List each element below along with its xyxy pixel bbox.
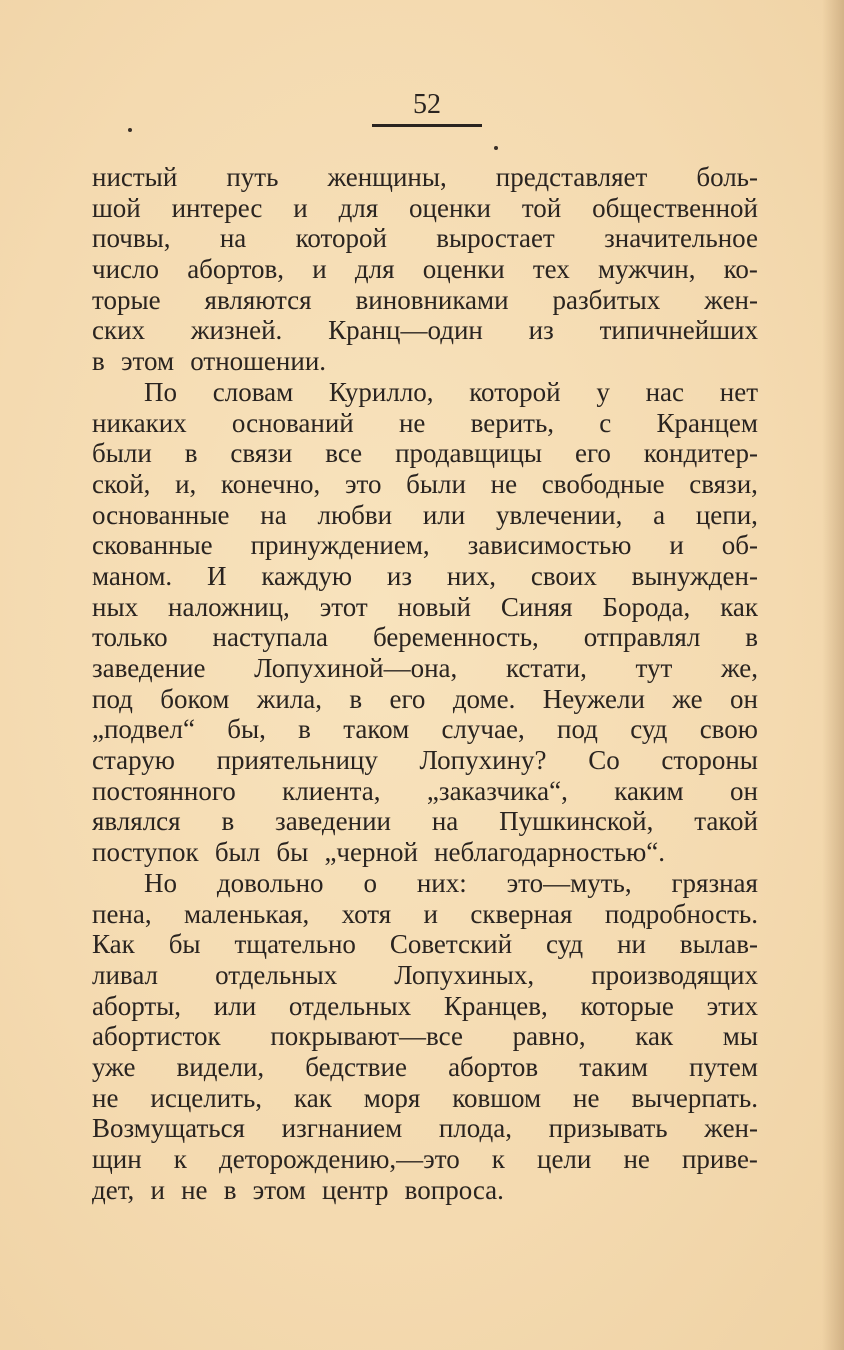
- word: из: [386, 560, 413, 591]
- word: Неужели: [542, 683, 645, 714]
- word: об-: [721, 530, 758, 561]
- word: подробность.: [604, 898, 758, 929]
- word: под: [557, 714, 598, 745]
- word: не: [623, 1144, 650, 1174]
- text-line: [92, 1144, 758, 1175]
- text-line: [92, 1083, 758, 1114]
- word: уже: [92, 1051, 136, 1082]
- word: покрывают—все: [270, 1021, 463, 1052]
- word: являются: [204, 284, 312, 315]
- text-line: [92, 868, 758, 899]
- word: для: [354, 254, 395, 285]
- word: тщательно: [234, 929, 356, 960]
- word: разбитых: [552, 284, 661, 315]
- word: торые: [92, 284, 161, 315]
- word: постоянного: [92, 775, 236, 806]
- text-line: [92, 745, 758, 776]
- word: призывать: [548, 1113, 668, 1144]
- word: таким: [579, 1051, 649, 1082]
- word: являлся: [92, 806, 181, 837]
- text-line: [92, 592, 758, 623]
- word: основанные: [92, 499, 230, 530]
- word: боль-: [696, 162, 758, 192]
- text-line: [92, 776, 758, 807]
- word: наступала: [212, 622, 329, 653]
- word: и: [312, 254, 327, 285]
- word: которой: [469, 376, 561, 407]
- word: Лопухиной—она,: [254, 653, 458, 683]
- word: старую: [92, 745, 175, 776]
- word: них:: [416, 867, 467, 898]
- word: пена,: [92, 898, 152, 929]
- word: жен-: [704, 1113, 758, 1144]
- word: скверная: [470, 898, 573, 929]
- text-line: [92, 1021, 758, 1052]
- text-line: [92, 377, 758, 408]
- text-line: [92, 223, 758, 254]
- word: он: [729, 683, 758, 714]
- word: Кранцем: [656, 407, 758, 438]
- paper-speck: [128, 128, 132, 132]
- word: Как: [92, 929, 135, 960]
- word: это: [344, 468, 382, 499]
- word: ской,: [92, 468, 151, 499]
- word: продавщицы: [395, 438, 543, 469]
- word: зависимостью: [467, 530, 632, 561]
- text-line: поступок был бы „черной неблагодарностью“.: [92, 837, 666, 868]
- word: верить,: [470, 407, 555, 438]
- word: о: [363, 867, 377, 898]
- word: к: [173, 1144, 187, 1174]
- word: Пушкинской,: [499, 806, 654, 837]
- word: таком: [343, 714, 410, 745]
- word: оснований: [231, 407, 354, 438]
- word: ковшом: [452, 1082, 542, 1113]
- word: приве-: [681, 1144, 758, 1174]
- word: путем: [689, 1051, 758, 1082]
- word: на: [431, 806, 459, 837]
- text-line: [92, 929, 758, 960]
- word: которые: [580, 990, 674, 1021]
- text-line: [92, 714, 758, 745]
- word: Борода,: [602, 591, 691, 622]
- word: плода,: [438, 1113, 512, 1144]
- word: его: [389, 683, 426, 714]
- word: для: [338, 192, 379, 223]
- text-line: [92, 806, 758, 837]
- word: „заказчика“,: [426, 775, 568, 806]
- text-line: [92, 315, 758, 346]
- word: абортисток: [92, 1021, 221, 1052]
- word: с: [599, 407, 612, 438]
- word: на: [260, 499, 287, 530]
- word: Лопухиных,: [394, 959, 535, 990]
- word: жила,: [256, 683, 323, 714]
- word: моря: [363, 1082, 421, 1113]
- word: нистый: [92, 162, 178, 192]
- word: или: [213, 990, 257, 1021]
- word: женщины,: [327, 162, 447, 192]
- word: абортов: [448, 1051, 539, 1082]
- word: По: [144, 376, 177, 407]
- word: это—муть,: [506, 867, 632, 898]
- word: не: [490, 468, 518, 499]
- word: не: [573, 1082, 600, 1113]
- word: в: [298, 714, 311, 745]
- word: в: [745, 622, 758, 653]
- text-line: [92, 653, 758, 684]
- word: доме.: [452, 683, 516, 714]
- text-line: в этом отношении.: [92, 346, 327, 377]
- word: Лопухину?: [419, 745, 547, 776]
- word: Но: [144, 867, 177, 898]
- word: виновниками: [355, 284, 509, 315]
- word: этих: [706, 990, 758, 1021]
- word: кстати,: [505, 653, 587, 683]
- word: и: [423, 898, 438, 929]
- word: боком: [160, 683, 230, 714]
- word: оценки: [409, 192, 491, 223]
- word: типичнейших: [599, 315, 758, 346]
- word: шой: [92, 192, 141, 223]
- word: Возмущаться: [92, 1113, 245, 1144]
- word: почвы,: [92, 223, 171, 254]
- word: Кранц—один: [328, 315, 483, 346]
- word: или: [422, 499, 466, 530]
- word: тут: [635, 653, 673, 683]
- word: щин: [92, 1144, 142, 1174]
- word: суд: [545, 929, 584, 960]
- word: исцелить,: [150, 1082, 263, 1113]
- word: цели: [537, 1144, 592, 1174]
- word: заведении: [275, 806, 391, 837]
- text-line: [92, 622, 758, 653]
- word: маленькая,: [184, 898, 310, 929]
- word: любви: [317, 499, 393, 530]
- word: вычерпать.: [631, 1082, 758, 1113]
- word: путь: [226, 162, 279, 192]
- word: его: [574, 438, 611, 469]
- word: нет: [719, 376, 758, 407]
- word: как: [635, 1021, 674, 1052]
- word: в: [184, 438, 198, 469]
- text-line: [92, 561, 758, 592]
- word: суд: [630, 714, 668, 745]
- text-line: [92, 162, 758, 193]
- word: только: [92, 622, 168, 653]
- word: же: [672, 683, 703, 714]
- word: ни: [617, 929, 646, 960]
- page-edge-shadow: [822, 0, 844, 1350]
- text-line: [92, 991, 758, 1022]
- word: число: [92, 254, 159, 285]
- word: бы: [168, 929, 201, 960]
- word: случае,: [441, 714, 525, 745]
- word: выростает: [436, 223, 555, 254]
- word: И: [206, 560, 227, 591]
- text-line: [92, 684, 758, 715]
- word: изгнанием: [281, 1113, 403, 1144]
- word: никаких: [92, 407, 187, 438]
- header-rule: [372, 124, 482, 127]
- text-line: [92, 960, 758, 991]
- word: равно,: [512, 1021, 586, 1052]
- word: своих: [530, 560, 597, 591]
- word: в: [349, 683, 363, 714]
- word: той: [521, 192, 562, 223]
- word: деторождению,—это: [218, 1144, 460, 1174]
- word: на: [219, 223, 247, 254]
- word: связи: [230, 438, 293, 469]
- word: наложниц,: [168, 591, 290, 622]
- text-line: [92, 254, 758, 285]
- word: как: [294, 1082, 332, 1113]
- word: связи,: [689, 468, 758, 499]
- word: этот: [319, 591, 368, 622]
- word: нас: [645, 376, 685, 407]
- word: аборты,: [92, 990, 182, 1021]
- word: беременность,: [372, 622, 539, 653]
- word: Кранцев,: [443, 990, 548, 1021]
- text-line: [92, 530, 758, 561]
- text-line: [92, 500, 758, 531]
- word: тех: [532, 254, 570, 285]
- word: жизней.: [190, 315, 283, 346]
- text-line: [92, 899, 758, 930]
- word: маном.: [92, 560, 173, 591]
- word: грязная: [671, 867, 758, 898]
- word: под: [92, 683, 133, 714]
- word: ко-: [723, 254, 758, 285]
- word: заведение: [92, 653, 206, 683]
- word: и,: [175, 468, 197, 499]
- word: которой: [295, 223, 387, 254]
- word: них,: [446, 560, 497, 591]
- word: хотя: [341, 898, 392, 929]
- word: к: [491, 1144, 505, 1174]
- word: цепи,: [695, 499, 758, 530]
- word: стороны: [661, 745, 758, 776]
- word: скованные: [92, 530, 213, 561]
- word: видели,: [176, 1051, 265, 1082]
- word: конечно,: [220, 468, 321, 499]
- text-line: [92, 285, 758, 316]
- word: бедствие: [305, 1051, 407, 1082]
- word: не: [398, 407, 426, 438]
- paper-speck: [494, 146, 498, 150]
- text-line: [92, 193, 758, 224]
- word: и: [293, 192, 308, 223]
- word: новый: [397, 591, 471, 622]
- text-line: дет, и не в этом центр вопроса.: [92, 1174, 504, 1205]
- word: довольно: [216, 867, 324, 898]
- word: оценки: [422, 254, 505, 285]
- word: ливал: [92, 959, 159, 990]
- word: все: [325, 438, 363, 469]
- word: были: [406, 468, 466, 499]
- word: ных: [92, 591, 139, 622]
- word: представляет: [495, 162, 648, 192]
- word: Советский: [389, 929, 513, 960]
- word: каким: [614, 775, 684, 806]
- word: мужчин,: [598, 254, 696, 285]
- word: свободные: [541, 468, 665, 499]
- word: жен-: [704, 284, 758, 315]
- word: не: [92, 1082, 119, 1113]
- text-line: [92, 1113, 758, 1144]
- word: значительное: [604, 223, 758, 254]
- word: „подвел“: [92, 714, 195, 745]
- word: приятельницу: [216, 745, 378, 776]
- word: свою: [699, 714, 758, 745]
- word: увлечении,: [495, 499, 623, 530]
- word: такой: [694, 806, 758, 837]
- word: были: [92, 438, 152, 469]
- word: Синяя: [500, 591, 573, 622]
- word: мы: [722, 1021, 758, 1052]
- word: производящих: [591, 959, 758, 990]
- word: отправлял: [583, 622, 701, 653]
- body-text: [92, 162, 758, 1205]
- word: ских: [92, 315, 146, 346]
- text-line: [92, 438, 758, 469]
- word: в: [221, 806, 235, 837]
- word: отдельных: [215, 959, 338, 990]
- page-number: 52: [413, 89, 441, 120]
- word: интерес: [171, 192, 263, 223]
- word: отдельных: [288, 990, 412, 1021]
- word: у: [596, 376, 610, 407]
- word: вынужден-: [631, 560, 758, 591]
- word: Курилло,: [328, 376, 434, 407]
- word: общественной: [592, 192, 758, 223]
- text-line: [92, 469, 758, 500]
- word: из: [528, 315, 554, 346]
- word: он: [730, 775, 758, 806]
- word: абортов,: [187, 254, 285, 285]
- word: вылав-: [679, 929, 758, 960]
- word: каждую: [261, 560, 353, 591]
- text-line: [92, 408, 758, 439]
- word: а: [653, 499, 666, 530]
- word: Со: [588, 745, 620, 776]
- word: и: [669, 530, 684, 561]
- word: словам: [212, 376, 294, 407]
- word: кондитер-: [643, 438, 758, 469]
- text-line: [92, 1052, 758, 1083]
- word: как: [720, 591, 758, 622]
- word: бы,: [227, 714, 266, 745]
- word: принуждением,: [250, 530, 430, 561]
- word: же,: [720, 653, 758, 683]
- word: клиента,: [282, 775, 381, 806]
